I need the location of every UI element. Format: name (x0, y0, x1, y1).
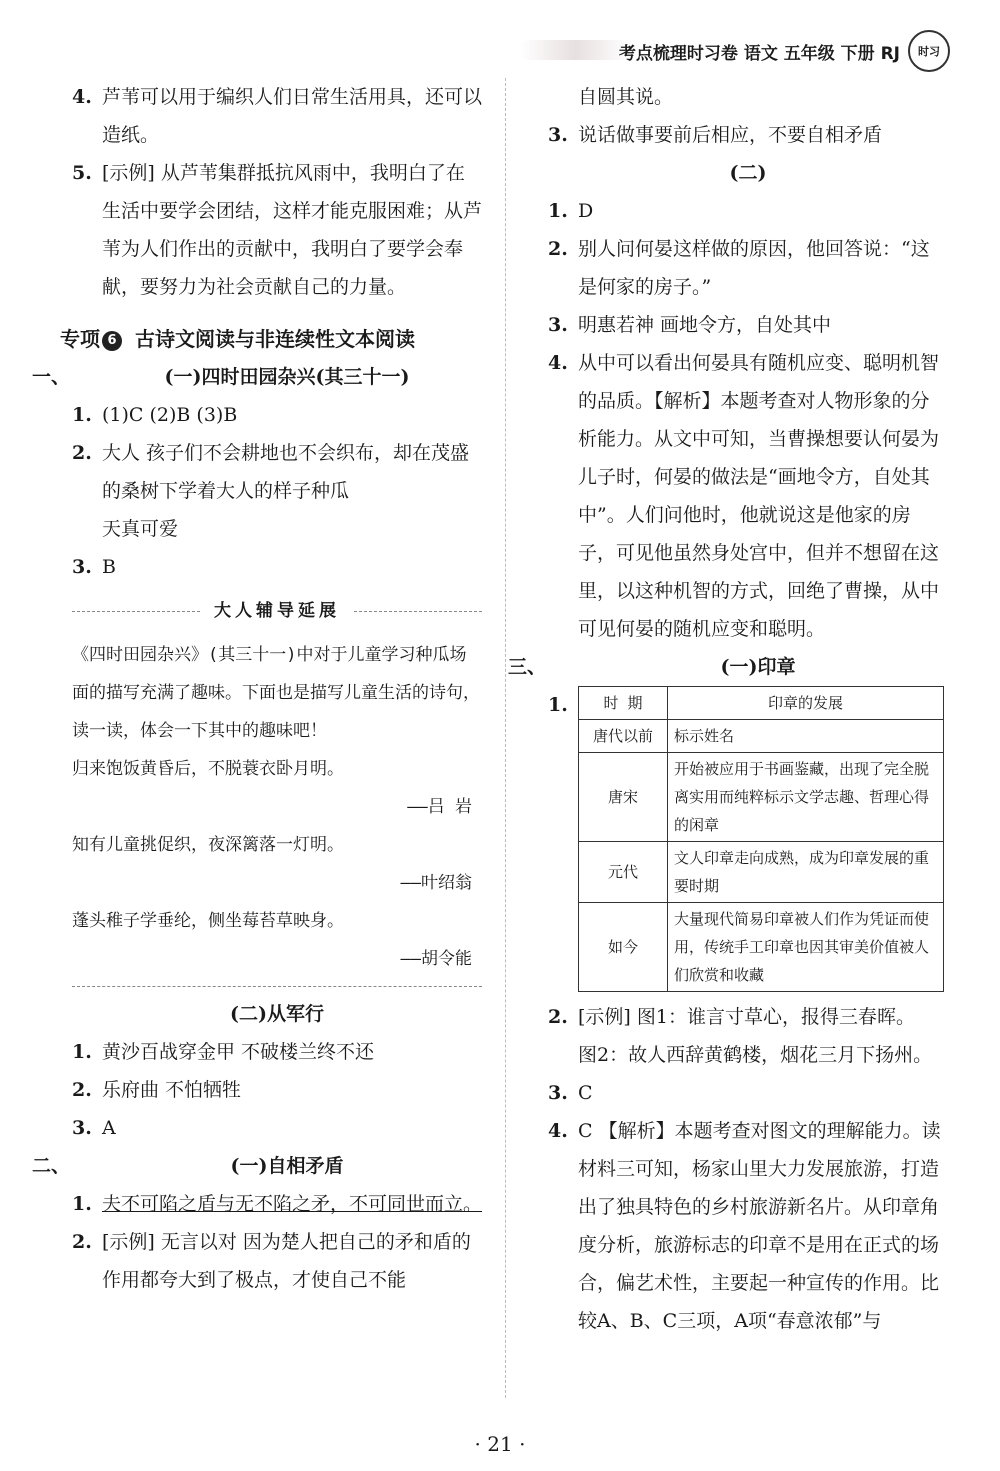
answer-item: 4. C 【解析】本题考查对图文的理解能力。读材料三可知，杨家山里大力发展旅游，打造出了独具特色的乡村旅游新名片。从印章角度分析，旅游标志的印章不是用在正式的场合，偏艺术性，主要起一种宣传的作用。比较A、B、C三项，A项“春意浓郁”与 (548, 1120, 941, 1332)
answer-text: 图2：故人西辞黄鹤楼，烟花三月下扬州。 (578, 1044, 933, 1066)
extension-paragraph: 《四时田园杂兴》(其三十一)中对于儿童学习种瓜场面的描写充满了趣味。下面也是描写儿童生活的诗句，读一读，体会一下其中的趣味吧！ (72, 645, 480, 741)
header-title: 考点梳理时习卷 语文 五年级 下册 RJ (618, 43, 900, 64)
answer-item: 1. 夫不可陷之盾与无不陷之矛，不可同世而立。 (72, 1193, 483, 1215)
poem-author: ——胡令能 (400, 949, 472, 969)
section-heading: 专项 6 古诗文阅读与非连续性文本阅读 (60, 327, 415, 351)
extension-box (72, 636, 482, 978)
page-number: · 21 · (474, 1432, 526, 1456)
poem-line: 归来饱饭黄昏后，不脱蓑衣卧月明。 (72, 759, 344, 779)
answer-item: 3. 说话做事要前后相应，不要自相矛盾 (548, 124, 883, 146)
column-divider (505, 78, 506, 1398)
answer-item: 3. 明惠若神 画地令方，自处其中 (548, 314, 832, 336)
subsection-heading: (二)从军行 (230, 1003, 324, 1025)
table-row: 如今 大量现代简易印章被人们作为凭证而使用，传统手工印章也因其审美价值被人们欣赏和收藏 (579, 903, 944, 992)
table-row: 唐代以前 标示姓名 (579, 720, 944, 753)
answer-item: 1. 时 期 印章的发展 唐代以前 标示姓名 唐宋 开始被应用于书画鉴藏，出现了完全脱离实用而纯粹标示文学志趣、哲理心得的闲章 元代 文人印章走向成熟，成为印章发展的重要时期 如今 大量现代简易印章被人们作为凭证而使用，传统手工印章也因其审美价值被人们欣赏和收藏 (548, 686, 948, 992)
page-header (619, 30, 950, 72)
answer-item: 2. [示例] 图1：谁言寸草心，报得三春晖。 (548, 1006, 915, 1028)
right-column (508, 78, 948, 1340)
answer-item: 5. [示例] 从芦苇集群抵抗风雨中，我明白了在生活中要学会团结，这样才能克服困难；从芦苇为人们作出的贡献中，我明白了要学会奉献，要努力为社会贡献自己的力量。 (72, 154, 482, 306)
brand-logo: 时习 (908, 30, 950, 72)
answer-text: 天真可爱 (102, 518, 179, 540)
section-number-badge: 6 (102, 331, 122, 351)
table-header-row: 时 期 印章的发展 (579, 687, 944, 720)
poem-line: 蓬头稚子学垂纶，侧坐莓苔草映身。 (72, 911, 344, 931)
subsection-heading: 三、 (一)印章 (508, 656, 796, 678)
table-row: 唐宋 开始被应用于书画鉴藏，出现了完全脱离实用而纯粹标示文学志趣、哲理心得的闲章 (579, 753, 944, 842)
answer-item: 4. 从中可以看出何晏具有随机应变、聪明机智的品质。【解析】本题考查对人物形象的分析能力。从文中可知，当曹操想要认何晏为儿子时，何晏的做法是“画地令方，自处其中”。人们问他时，他就说这是他家的房子，可见他虽然身处宫中，但并不想留在这里，以这种机智的方式，回绝了曹操，从中可见何晏的随机应变和聪明。 (548, 352, 940, 640)
divider-line (72, 986, 482, 987)
header-decoration (520, 40, 630, 60)
answer-item: 1. 黄沙百战穿金甲 不破楼兰终不还 (72, 1041, 375, 1063)
answer-item: 2. 别人问何晏这样做的原因，他回答说：“这是何家的房子。” (548, 238, 930, 298)
answer-item: 2. 乐府曲 不怕牺牲 (72, 1079, 242, 1101)
subsection-heading: 二、 (一)自相矛盾 (32, 1155, 344, 1177)
left-column (32, 78, 483, 1299)
poem-author: ——吕 岩 (407, 797, 472, 817)
subsection-heading: 一、 (一)四时田园杂兴(其三十一) (32, 366, 410, 388)
answer-item: 3. A (72, 1117, 116, 1139)
answer-text: [示例] 从芦苇集群抵抗风雨中，我明白了在生活中要学会团结，这样才能克服困难；从芦苇为人们作出的贡献中，我明白了要学会奉献，要努力为社会贡献自己的力量。 (102, 162, 483, 298)
answer-item: 4. 芦苇可以用于编织人们日常生活用具，还可以造纸。 (72, 78, 482, 154)
answer-item: 1. (1)C (2)B (3)B (72, 404, 238, 426)
seal-history-table (578, 686, 944, 992)
subsection-heading: (二) (729, 162, 767, 184)
table-row: 元代 文人印章走向成熟，成为印章发展的重要时期 (579, 842, 944, 903)
extension-heading: 大人辅导延展 (72, 592, 482, 630)
answer-text: 自圆其说。 (578, 86, 674, 108)
answer-item: 1. D (548, 200, 594, 222)
poem-line: 知有儿童挑促织，夜深篱落一灯明。 (72, 835, 344, 855)
answer-item: 2. [示例] 无言以对 因为楚人把自己的矛和盾的作用都夸大到了极点，才使自己不能 (72, 1231, 471, 1291)
answer-item: 2. 大人 孩子们不会耕地也不会织布，却在茂盛的桑树下学着大人的样子种瓜 (72, 442, 470, 502)
poem-author: ——叶绍翁 (400, 873, 472, 893)
answer-item: 3. C (548, 1082, 593, 1104)
answer-text: 芦苇可以用于编织人们日常生活用具，还可以造纸。 (102, 86, 483, 146)
answer-item: 3. B (72, 556, 116, 578)
